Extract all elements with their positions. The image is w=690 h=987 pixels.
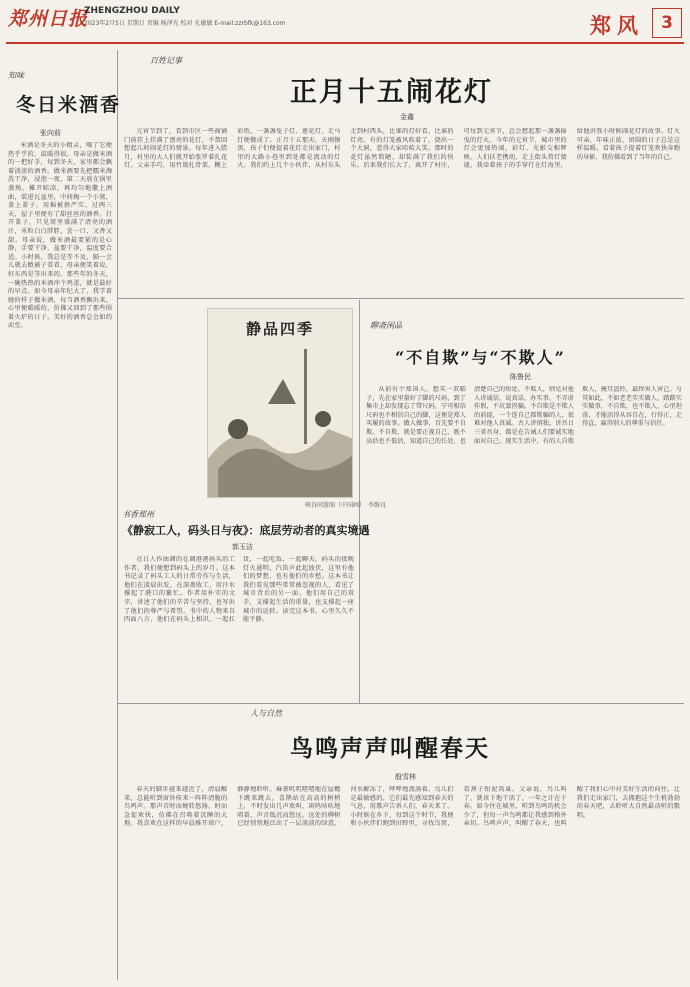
masthead (6, 4, 684, 44)
article-title: 鸟鸣声声叫醒春天 (290, 735, 490, 762)
column-label: 聊斋闲品 (370, 321, 402, 330)
issue-meta: 2023年2月5日 星期日 责编 杨泽光 校对 孔敏敏 E-mail:zzrbfk@163.com (84, 20, 286, 27)
article-title: “不自欺”与“不欺人” (395, 348, 566, 367)
column-label: 百姓记事 (150, 56, 182, 65)
article-byline: 金鑫 (400, 113, 414, 121)
article-body: 米酒是冬天的小精灵，喝了它便热乎乎的，温暖得很。母亲是做米酒的一把好手，每到冬天，家里都会飘着淡淡的酒香。做米酒要先把糯米淘洗干净，浸泡一夜，第二天放在锅里蒸熟，摊开晾凉，再均匀地撒上酒曲，装进瓦盆里，中间掏一个小窝，盖上盖子，用棉被捂严实。过两三天，屋子里便有了甜丝丝的酒香。打开盖子，只见窝里盛满了清亮的酒汁，米粒白白胖胖，尝一口，又香又甜。母亲说，做米酒最要紧的是心静，手要干净，盆要干净，温度要合适。小时候，我总是等不及，隔一会儿就去掀被子看看，母亲便笑着说，好东西是等出来的。那些年的冬天，一碗热热的米酒冲个鸡蛋，就是最好的早点。如今母亲年纪大了，我学着她的样子做米酒，每当酒香飘出来，心里便暖暖的，仿佛又回到了那些围着火炉的日子。美好的酒香总会如约而至。 (8, 142, 112, 330)
column-divider (117, 50, 118, 980)
column-label: 知味 (8, 71, 24, 80)
article-byline: 殷雪林 (395, 773, 416, 781)
column-label: 书香郑州 (122, 510, 154, 519)
column-label: 人与自然 (250, 709, 282, 718)
article-title: 《静寂工人，码头日与夜》：底层劳动者的真实境遇 (122, 524, 370, 537)
article-body: 在日人作曲调的在调港港码头的工作者，我们便想到码头上的岁月。这本书记录了码头工人的日常劳作与生活，他们在凌晨出发，在深夜收工，用汗水撑起了港口的繁忙。作者用朴实的文字，讲述了他们的辛苦与坚持，也写出了他们的尊严与希望。书中的人物来自四面八方，他们在码头上相识，一起扛货，一起吃饭，一起聊天。码头的夜晚灯火通明，汽笛声此起彼伏，这里有他们的梦想，也有他们的乡愁。这本书让我们看见那些常常被忽视的人，看见了城市背后的另一面。他们用自己的双手，支撑起生活的重量，也支撑起一座城市的运转。读完这本书，心里久久不能平静。 (124, 556, 354, 624)
article-body: 元宵节到了，看到市区一些商铺门前挂上挂满了漂亮的花灯，不禁回想起儿时闹花灯的情景。每年进入腊月，村里的大人们就开始张罗着扎花灯。父亲手巧，用竹篾扎骨架，糊上彩纸，一盏盏兔子灯、莲花灯、走马灯便做成了。正月十五那天，天刚擦黑，孩子们便提着花灯走出家门，村里的大路小巷里到处都是流动的灯火。我们约上几个小伙伴，从村东头走到村西头，比谁的灯好看，比谁的灯亮。有的灯笼被风吹着了，烧出一个大洞，惹得大家哈哈大笑。那时的花灯虽然简陋，却装满了我们的快乐。后来我们长大了，离开了村庄，可每到元宵节，总会想起那一盏盏摇曳的灯火。今年的元宵节，城市里的灯会更加热闹，彩灯、光影交相辉映，人们扶老携幼，走上街头赏灯猜谜。我牵着孩子的手穿行在灯海里，给他讲我小时候闹花灯的故事。灯火可亲，年味正浓，团圆的日子总是这样温暖。看着孩子提着灯笼欢快奔跑的身影，我仿佛看到了当年的自己。 (124, 128, 680, 170)
article-title: 冬日米酒香 (16, 94, 122, 116)
painting-caption: 峡谷同游图（中国画） 李维良 (305, 502, 387, 509)
section-divider (118, 298, 684, 299)
article-title: 正月十五闹花灯 (290, 77, 493, 108)
section-divider (118, 703, 684, 704)
article-byline: 陈鲁民 (510, 373, 531, 381)
section-title: 郑风 (590, 14, 644, 38)
article-body: 春天的脚步越来越近了，清晨醒来，总能听到窗外传来一阵阵清脆的鸟鸣声。那声音时而婉转悠扬，时而急促欢快，仿佛在召唤着沉睡的大地。我喜欢在这样的早晨推开窗户，静静地聆听。麻雀叽叽喳喳地在屋檐下跳来跳去，喜鹊站在高高的树梢上，不时发出几声欢叫，斑鸠咕咕地唱着，声音低沉而悠远。远处的柳树已经悄悄地泛出了一层淡淡的绿意，河水解冻了，哗哗地流淌着。鸟儿们是最敏感的，它们最先感知到春天的气息，用歌声告诉人们，春天来了。小时候在乡下，每到这个时节，我便和小伙伴们跑到田野里，寻找鸟窝，看燕子衔泥筑巢。父亲说，鸟儿叫了，就该下地干活了，一年之计在于春。如今住在城里，听到鸟鸣的机会少了，但每一声鸟鸣都让我感到格外亲切。鸟鸣声声，叫醒了春天，也叫醒了我们心中对美好生活的向往。让我们走出家门，去拥抱这个生机勃勃的春天吧，去聆听大自然最动听的歌唱。 (124, 786, 680, 828)
painting-inscription: 静品四季 (245, 320, 314, 338)
newspaper-logo-en: ZHENGZHOU DAILY (84, 6, 180, 16)
article-byline: 张向前 (40, 129, 61, 137)
article-body: 从前有个郑国人，想买一双鞋子，先在家里量好了脚的尺码，到了集市上却发现忘了带尺码，宁可相信尺码也不相信自己的脚，这便是郑人买履的故事。做人做事，首先要不自欺。不自欺，就是要正视自己，既不高估也不低估，知道自己的长处，也清楚自己的短处。不欺人，则是对他人讲诚信，说真话，办实事，不弄虚作假，不坑蒙拐骗。不自欺是不欺人的前提，一个连自己都欺骗的人，很难对他人真诚。古人讲慎独，讲吾日三省吾身，都是在告诫人们要诚实地面对自己。现实生活中，有的人自欺欺人，掩耳盗铃，最终害人害己。与其如此，不如老老实实做人，踏踏实实做事，不自欺，也不欺人，心里坦荡，才能活得从容自在，行得正，走得直，赢得别人的尊重与信任。 (366, 386, 682, 445)
page-number: 3 (652, 8, 682, 38)
article-byline: 郭玉洁 (232, 543, 253, 551)
newspaper-logo: 郑州日报 (8, 8, 89, 30)
